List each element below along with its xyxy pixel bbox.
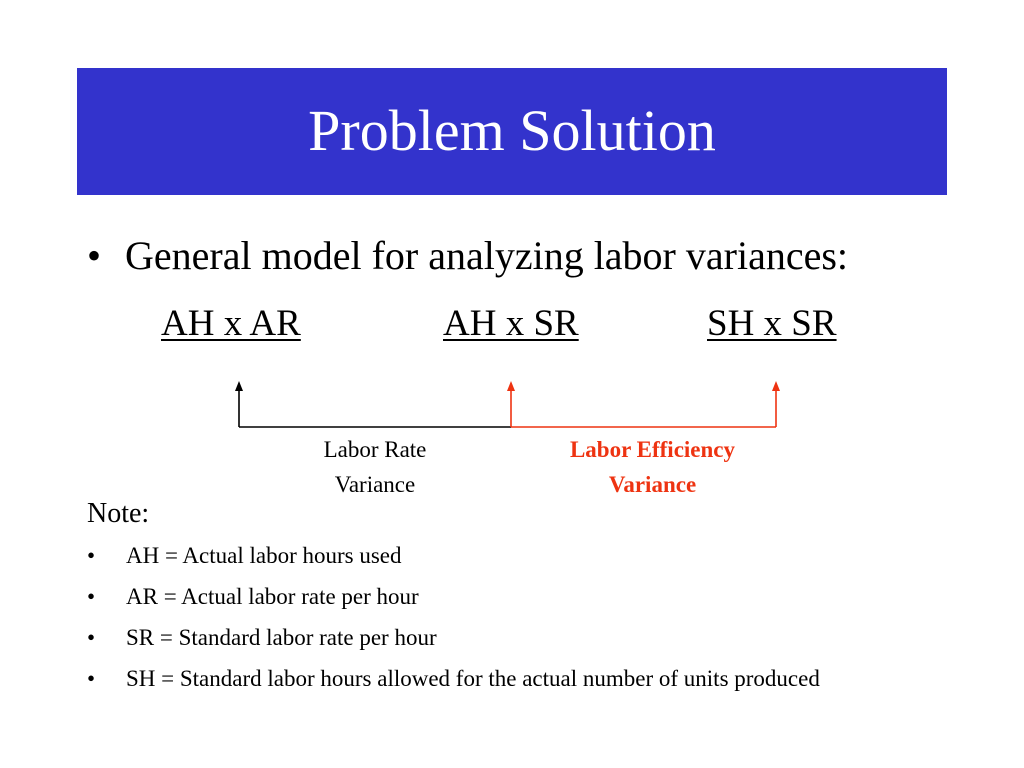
note-item xyxy=(87,663,947,695)
formula-actual-hours-standard-rate: AH x SR xyxy=(443,303,579,344)
bullet-dot: • xyxy=(87,666,96,691)
formula-standard-hours-standard-rate: SH x SR xyxy=(707,303,837,344)
note-item xyxy=(87,581,947,613)
bullet-dot: • xyxy=(87,625,96,650)
slide-title: Problem Solution xyxy=(308,97,716,163)
formula-actual-hours-actual-rate: AH x AR xyxy=(161,303,301,344)
note-heading: Note: xyxy=(87,498,150,529)
bullet-dot: • xyxy=(87,233,102,278)
notes-list xyxy=(87,540,947,704)
main-bullet-text: General model for analyzing labor variances: xyxy=(125,233,849,278)
note-text: AR = Actual labor rate per hour xyxy=(126,584,419,609)
bullet-dot: • xyxy=(87,543,96,568)
efficiency-variance-bracket xyxy=(507,381,780,427)
main-bullet xyxy=(87,232,848,280)
labor-efficiency-variance-label: Labor Efficiency Variance xyxy=(569,437,736,497)
note-text: SH = Standard labor hours allowed for the actual number of units produced xyxy=(126,666,820,691)
labor-rate-variance-label: Labor Rate Variance xyxy=(323,437,427,497)
note-item xyxy=(87,540,947,572)
note-text: SR = Standard labor rate per hour xyxy=(126,625,437,650)
rate-variance-bracket xyxy=(235,381,511,427)
title-banner xyxy=(77,68,947,195)
bullet-dot: • xyxy=(87,584,96,609)
note-text: AH = Actual labor hours used xyxy=(126,543,402,568)
note-item xyxy=(87,622,947,654)
